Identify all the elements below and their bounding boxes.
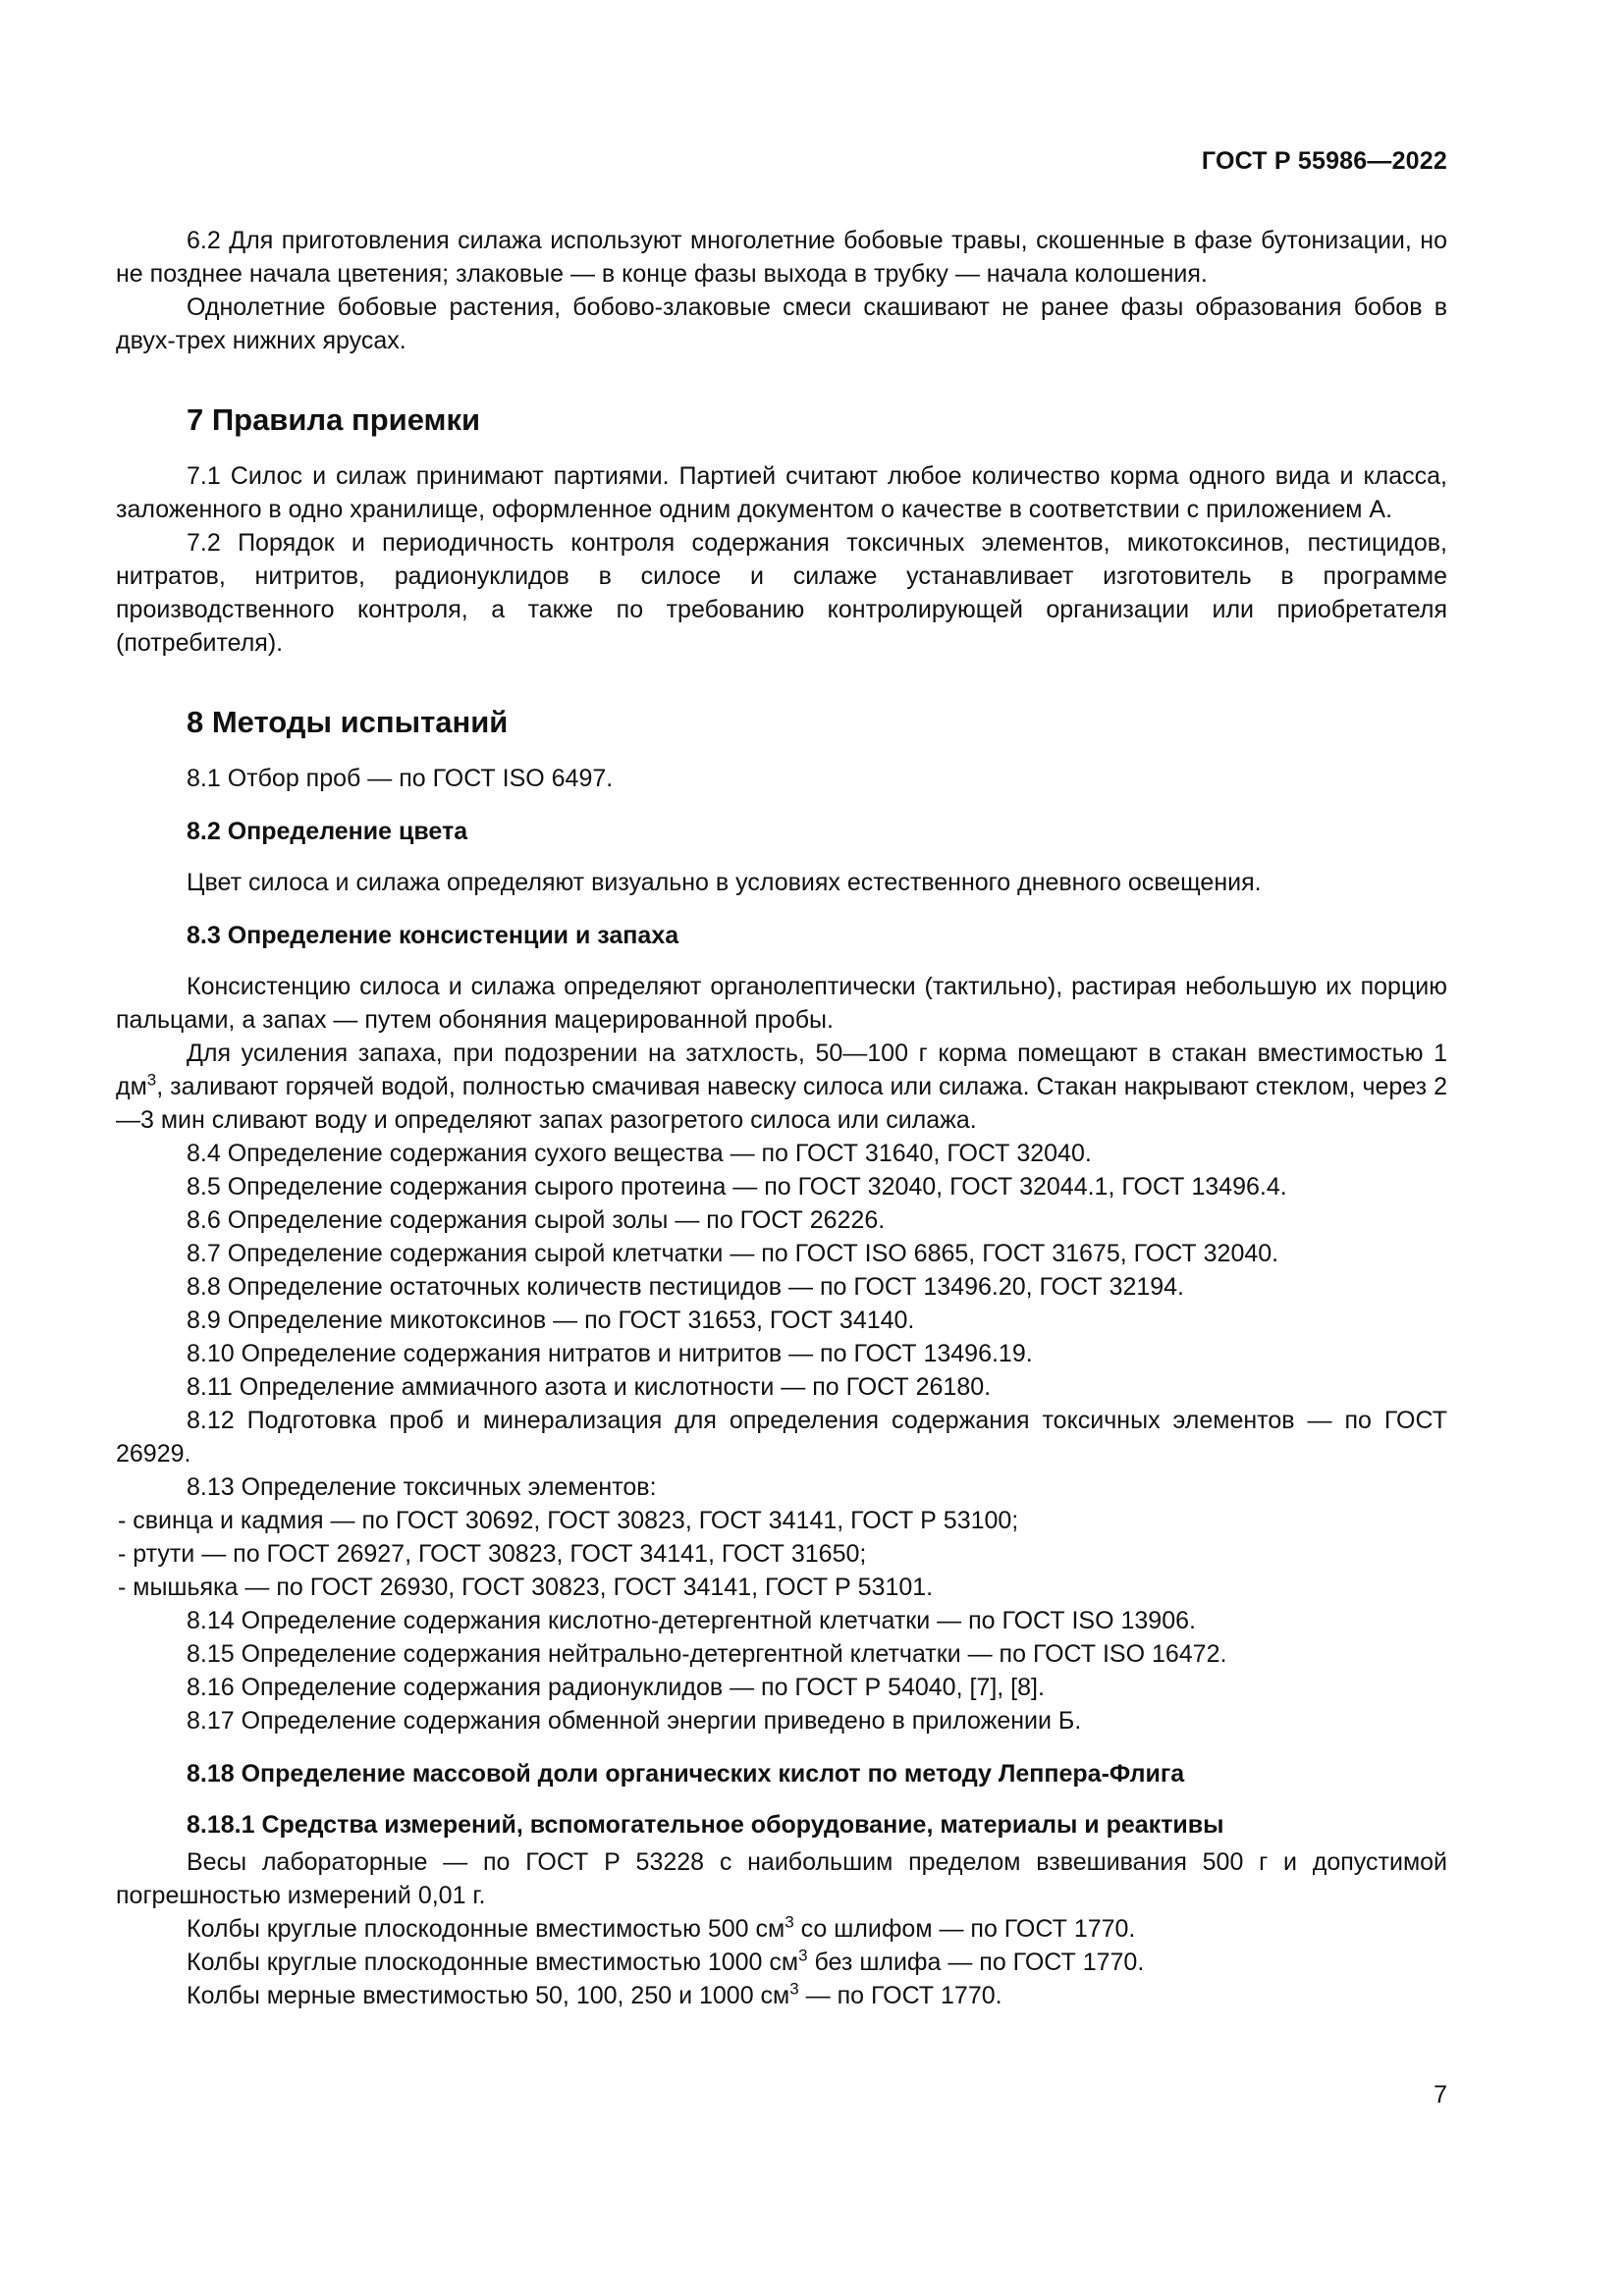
- text-run: со шлифом — по ГОСТ 1770.: [793, 1915, 1136, 1943]
- subsection-heading-8-2: 8.2 Определение цвета: [187, 818, 468, 845]
- text-run: Колбы мерные вместимостью 50, 100, 250 и 1000 см: [187, 1982, 790, 2009]
- text-run: , заливают горячей водой, полностью смачивая навеску силоса или силажа. Стакан накрывают стеклом, через 2—3 мин сливают воду и определяют запах разогретого силоса или силажа.: [116, 1073, 1447, 1134]
- paragraph-8-2: Цвет силоса и силажа определяют визуально в условиях естественного дневного освещения.: [187, 869, 1262, 896]
- list-item-arsenic: - мышьяка — по ГОСТ 26930, ГОСТ 30823, ГОСТ 34141, ГОСТ Р 53101.: [118, 1574, 934, 1601]
- text-run: Для усиления запаха, при подозрении на затхлость, 50—100 г корма помещают в стакан вместимостью 1 дм: [116, 1040, 1447, 1100]
- page-number: 7: [1434, 2081, 1447, 2109]
- text-run: Колбы круглые плоскодонные вместимостью 500 см: [187, 1915, 785, 1943]
- paragraph-8-3-consistency: Консистенцию силоса и силажа определяют органолептически (тактильно), растирая небольшую их порцию пальцами, а запах — путем обоняния мацерированной пробы.: [116, 973, 1447, 1034]
- paragraph-8-1: 8.1 Отбор проб — по ГОСТ ISO 6497.: [187, 765, 614, 792]
- document-body: [116, 224, 1447, 2012]
- text-run: Колбы круглые плоскодонные вместимостью 1000 см: [187, 1949, 799, 1976]
- paragraph-8-16: 8.16 Определение содержания радионуклидов — по ГОСТ Р 54040, [7], [8].: [187, 1674, 1045, 1701]
- text-run: — по ГОСТ 1770.: [798, 1982, 1002, 2009]
- paragraph-8-6: 8.6 Определение содержания сырой золы — по ГОСТ 26226.: [187, 1206, 886, 1234]
- paragraph-8-12: 8.12 Подготовка проб и минерализация для определения содержания токсичных элементов — по ГОСТ 26929.: [116, 1407, 1447, 1468]
- paragraph-flask-500: [116, 1912, 1447, 1946]
- paragraph-8-13: 8.13 Определение токсичных элементов:: [187, 1473, 657, 1501]
- paragraph-flask-1000: [116, 1946, 1447, 1979]
- list-item-mercury: - ртути — по ГОСТ 26927, ГОСТ 30823, ГОСТ 34141, ГОСТ 31650;: [118, 1540, 867, 1568]
- paragraph-8-14: 8.14 Определение содержания кислотно-детергентной клетчатки — по ГОСТ ISO 13906.: [187, 1607, 1196, 1634]
- paragraph-8-10: 8.10 Определение содержания нитратов и нитритов — по ГОСТ 13496.19.: [187, 1340, 1033, 1367]
- superscript: 3: [785, 1912, 794, 1932]
- section-heading-7: 7 Правила приемки: [187, 402, 481, 437]
- paragraph-scales: Весы лабораторные — по ГОСТ Р 53228 с наибольшим пределом взвешивания 500 г и допустимой погрешностью измерений 0,01 г.: [116, 1848, 1447, 1909]
- subsection-heading-8-18: 8.18 Определение массовой доли органических кислот по методу Леппера-Флига: [187, 1760, 1185, 1788]
- paragraph-8-17: 8.17 Определение содержания обменной энергии приведено в приложении Б.: [187, 1707, 1082, 1735]
- paragraph-8-5: 8.5 Определение содержания сырого протеина — по ГОСТ 32040, ГОСТ 32044.1, ГОСТ 13496.4.: [187, 1173, 1287, 1201]
- section-heading-8: 8 Методы испытаний: [187, 705, 509, 739]
- paragraph-8-7: 8.7 Определение содержания сырой клетчатки — по ГОСТ ISO 6865, ГОСТ 31675, ГОСТ 32040.: [187, 1240, 1279, 1267]
- list-item-lead-cadmium: - свинца и кадмия — по ГОСТ 30692, ГОСТ 30823, ГОСТ 34141, ГОСТ Р 53100;: [118, 1507, 1019, 1534]
- paragraph-8-8: 8.8 Определение остаточных количеств пестицидов — по ГОСТ 13496.20, ГОСТ 32194.: [187, 1273, 1185, 1301]
- superscript: 3: [798, 1946, 808, 1965]
- paragraph-8-4: 8.4 Определение содержания сухого вещества — по ГОСТ 31640, ГОСТ 32040.: [187, 1140, 1092, 1167]
- paragraph-7-1: 7.1 Силос и силаж принимают партиями. Партией считают любое количество корма одного вида и класса, заложенного в одно хранилище, оформленное одним документом о качестве в соответствии с приложением А.: [116, 462, 1447, 523]
- paragraph-8-11: 8.11 Определение аммиачного азота и кислотности — по ГОСТ 26180.: [187, 1373, 992, 1401]
- document-code-header: ГОСТ Р 55986—2022: [1201, 147, 1447, 175]
- paragraph-6-2: 6.2 Для приготовления силажа используют многолетние бобовые травы, скошенные в фазе бутонизации, но не позднее начала цветения; злаковые — в конце фазы выхода в трубку — начала колошения.: [116, 227, 1447, 288]
- paragraph-8-3-smell: [116, 1037, 1447, 1137]
- superscript: 3: [146, 1070, 157, 1090]
- paragraph-6-2-annual: Однолетние бобовые растения, бобово-злаковые смеси скашивают не ранее фазы образования бобов в двух-трех нижних ярусах.: [116, 294, 1447, 354]
- subsection-heading-8-3: 8.3 Определение консистенции и запаха: [187, 922, 679, 949]
- paragraph-volumetric-flasks: [116, 1979, 1447, 2012]
- paragraph-8-9: 8.9 Определение микотоксинов — по ГОСТ 31653, ГОСТ 34140.: [187, 1307, 915, 1334]
- superscript: 3: [789, 1979, 799, 1999]
- paragraph-8-15: 8.15 Определение содержания нейтрально-детергентной клетчатки — по ГОСТ ISO 16472.: [187, 1640, 1227, 1668]
- text-run: без шлифа — по ГОСТ 1770.: [807, 1949, 1145, 1976]
- paragraph-7-2: 7.2 Порядок и периодичность контроля содержания токсичных элементов, микотоксинов, пестицидов, нитратов, нитритов, радионуклидов в силосе и силаже устанавливает изготовитель в программе производственного контроля, а также по требованию контролирующей организации или приобретателя (потребителя).: [116, 529, 1447, 657]
- subsection-heading-8-18-1: 8.18.1 Средства измерений, вспомогательное оборудование, материалы и реактивы: [187, 1811, 1224, 1839]
